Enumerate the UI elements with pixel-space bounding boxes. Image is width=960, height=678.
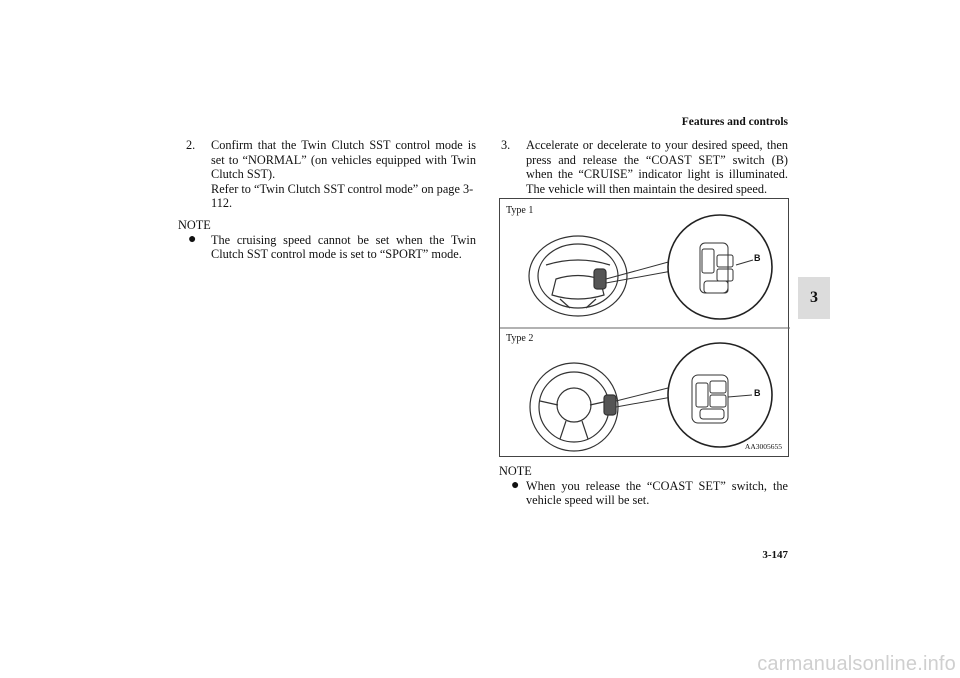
type2-label: Type 2	[506, 333, 534, 344]
figure-code: AA3005655	[744, 442, 782, 451]
watermark-link[interactable]: carmanualsonline.info	[757, 653, 956, 675]
left-column	[178, 138, 476, 262]
step-text: Accelerate or decelerate to your desired speed, then press and release the “COAST SET” switch (B) when the “CRUISE” indicator light is illuminated. The vehicle will then maintain the desired speed.	[526, 138, 788, 196]
bullet-icon: ●	[511, 477, 520, 493]
note-item	[186, 233, 476, 262]
note-text: When you release the “COAST SET” switch, the vehicle speed will be set.	[526, 478, 788, 508]
page-number: 3-147	[762, 549, 788, 561]
note-heading: NOTE	[178, 217, 211, 232]
chapter-number: 3	[810, 289, 818, 306]
note-text: The cruising speed cannot be set when the Twin Clutch SST control mode is set to “SPORT” mode.	[211, 232, 476, 262]
step-text: Confirm that the Twin Clutch SST control mode is set to “NORMAL” (on vehicles equipped with Twin Clutch SST).	[211, 138, 476, 182]
note-item	[501, 479, 788, 508]
steering-wheel-figure	[499, 198, 789, 457]
callout-b-type1: B	[754, 253, 761, 263]
note-heading: NOTE	[499, 464, 532, 478]
step-number: 2.	[186, 138, 196, 152]
right-column	[501, 138, 788, 196]
right-note	[501, 464, 788, 508]
chapter-tab	[798, 277, 830, 319]
bullet-icon: ●	[188, 231, 197, 247]
type1-label: Type 1	[506, 205, 534, 216]
step-3	[501, 138, 788, 196]
step-number: 3.	[501, 138, 511, 152]
step-2	[186, 138, 476, 211]
step-reference: Refer to “Twin Clutch SST control mode” on page 3-112.	[211, 181, 474, 211]
steering-wheel-illustration	[500, 199, 790, 458]
callout-b-type2: B	[754, 388, 761, 398]
section-title: Features and controls	[681, 116, 788, 128]
